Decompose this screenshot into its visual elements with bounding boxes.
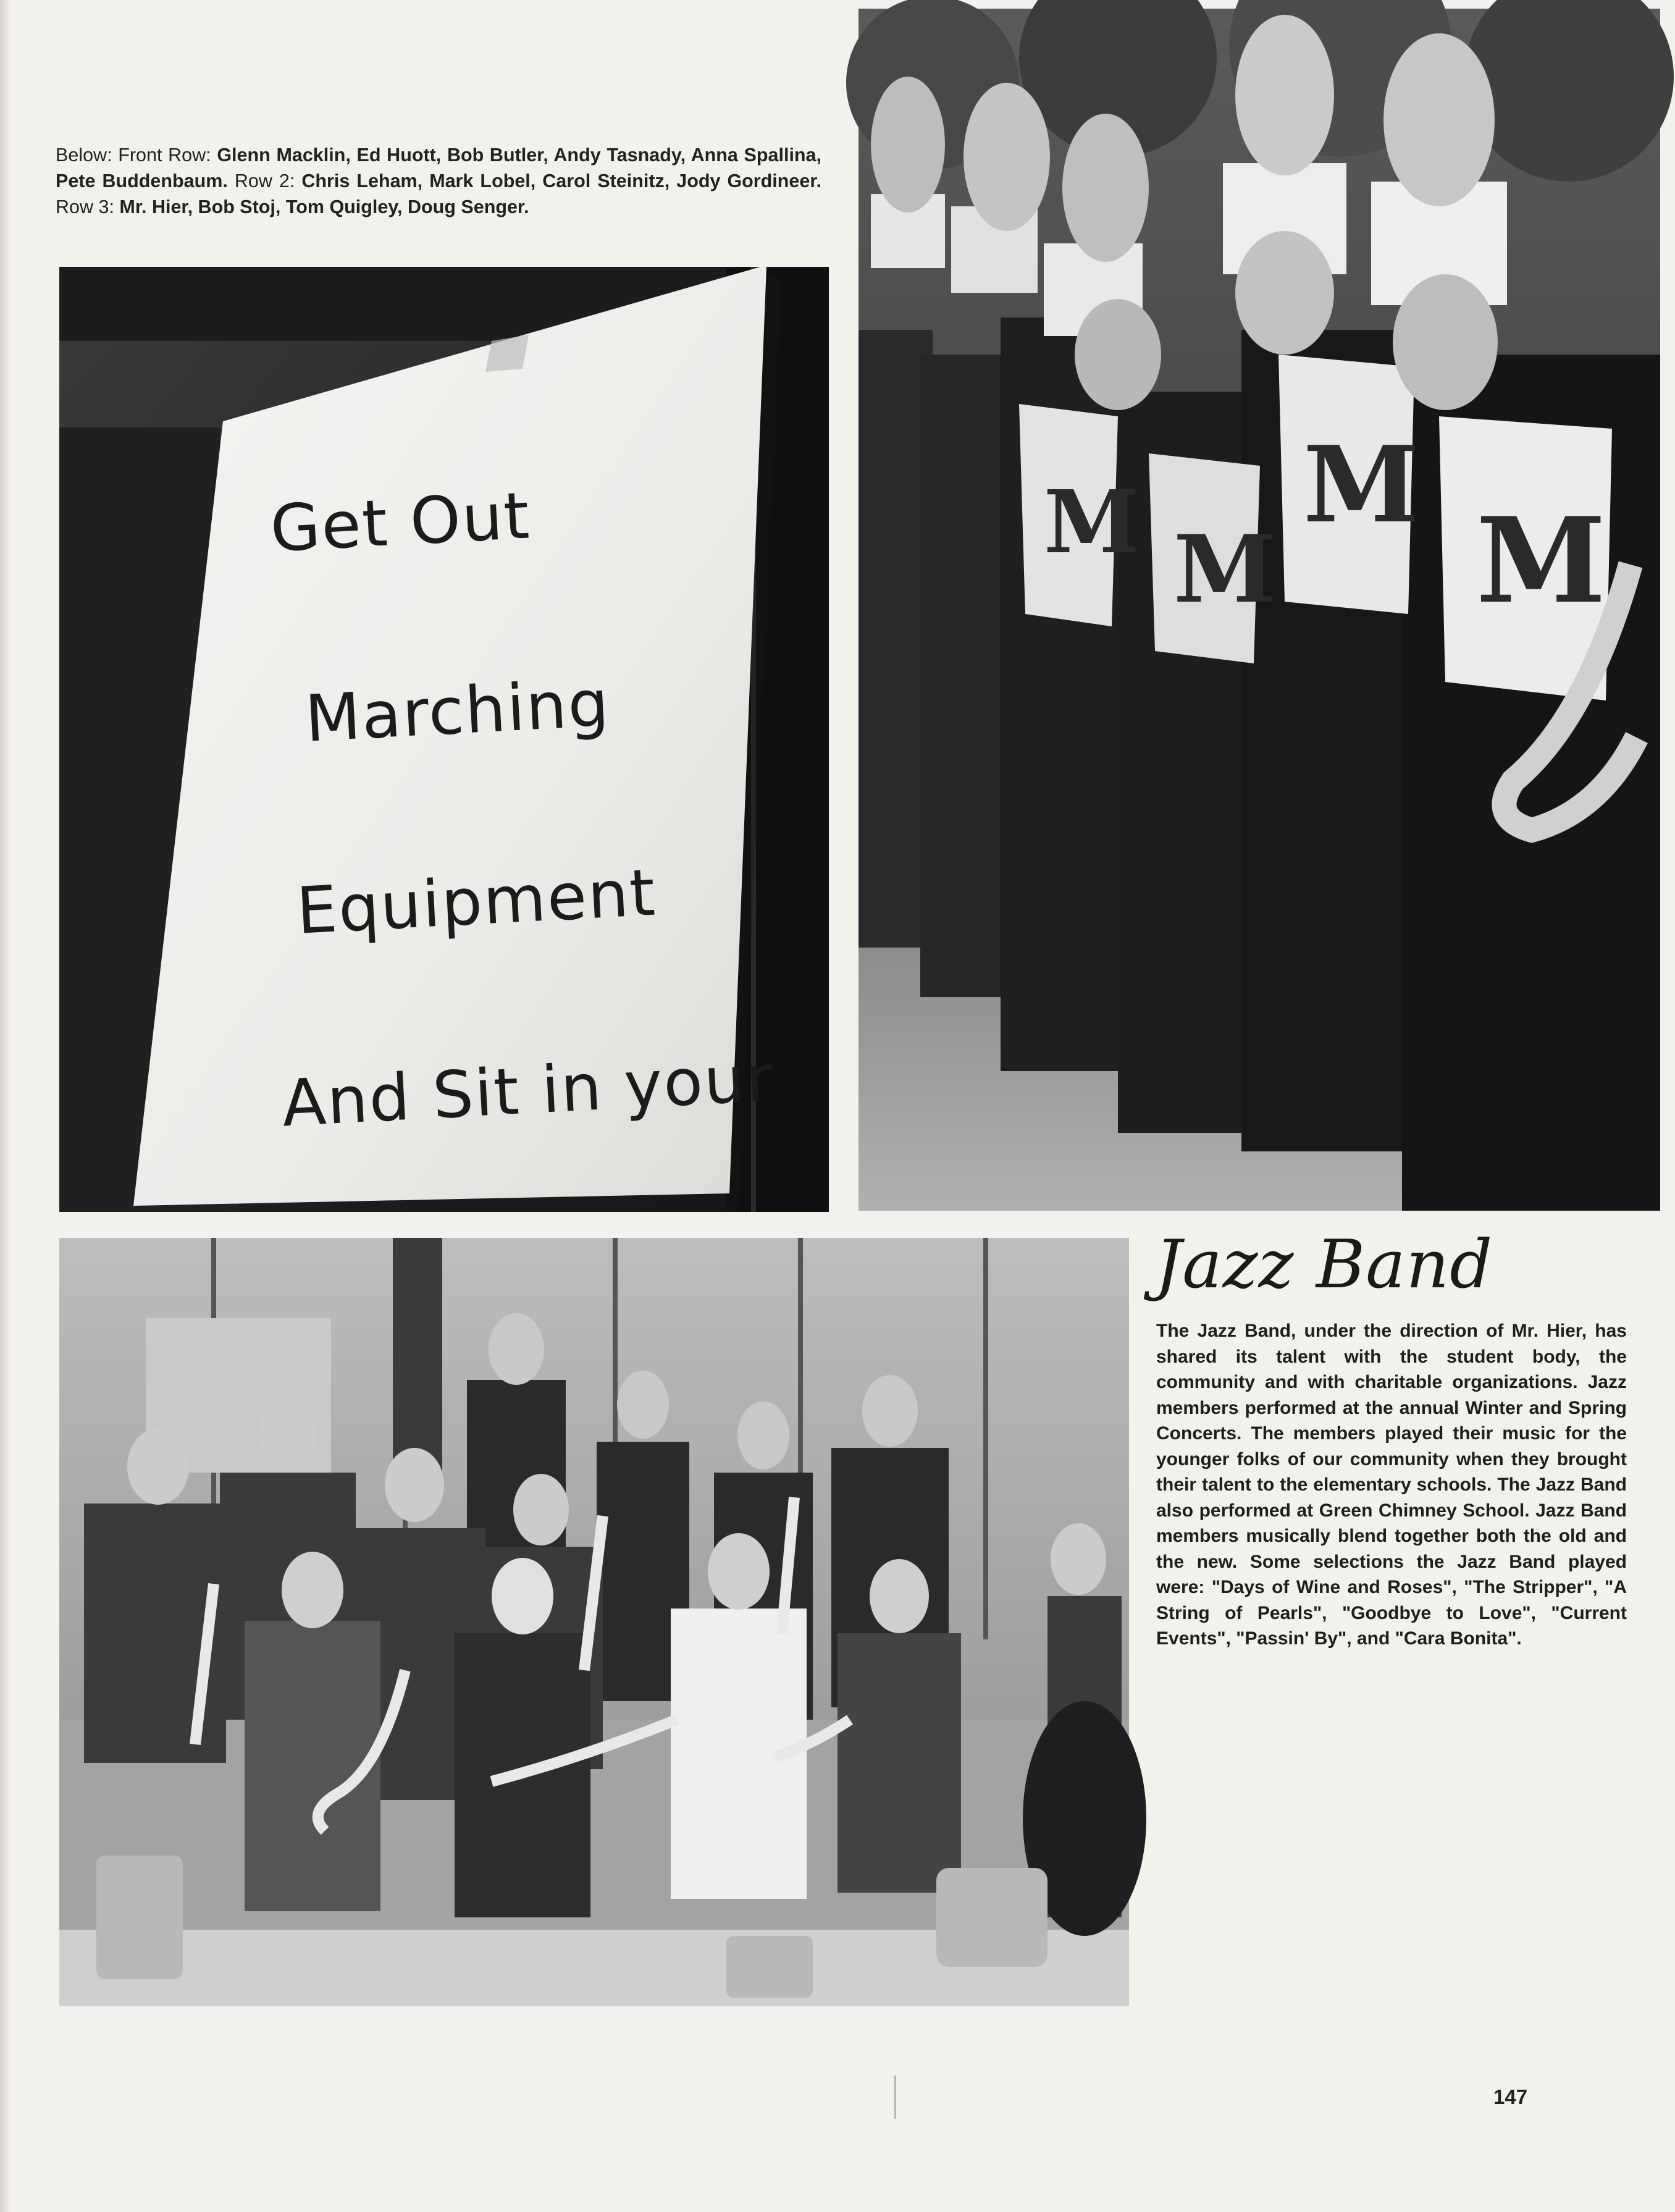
page-number: 147 <box>1493 2085 1528 2108</box>
svg-text:M: M <box>1476 492 1606 629</box>
article-title: Jazz Band <box>1155 1226 1493 1303</box>
sign-photo <box>59 267 829 1212</box>
caption-row2-names: Chris Leham, Mark Lobel, Carol Steinitz, Jody Gordineer. <box>301 170 822 191</box>
page-edge <box>0 0 11 2212</box>
sign-line-4: And Sit in your <box>280 1040 776 1142</box>
article-body: The Jazz Band, under the direction of Mr. Hier, has shared its talent with the student body, the community and with charitable organizations. Jazz members performed at the annual Winter and Spring Concerts. The members played their music for the younger folks of our community when they brought their talent to the elementary schools. The Jazz Band also performed at Green Chimney School. Jazz Band members musically blend together both the old and the new. Some selections the Jazz Band played were: "Days of Wine and Roses", "The Stripper", "A String of Pearls", "Goodbye to Love", "Current Events", "Passin' By", and "Cara Bonita". <box>1156 1321 1627 1649</box>
svg-text:M: M <box>1303 423 1420 547</box>
sign-line-3: Equipment <box>295 854 658 949</box>
caption-row1-names: Glenn Macklin, Ed Huott, Bob Butler, Andy Tasnady, Anna Spallina, Pete Buddenbaum. <box>56 145 821 191</box>
caption-row2-label: Row 2: <box>227 170 302 191</box>
fold-mark <box>894 2075 896 2119</box>
jazz-band-photo <box>59 1238 1129 2006</box>
svg-text:M: M <box>1173 515 1277 624</box>
marching-band-photo <box>858 9 1660 1211</box>
marching-band-image <box>858 9 1660 1211</box>
caption-prefix: Below: Front Row: <box>56 145 217 166</box>
photo-caption <box>56 142 821 220</box>
caption-row3-names: Mr. Hier, Bob Stoj, Tom Quigley, Doug Senger. <box>119 196 529 217</box>
caption-row3-label: Row 3: <box>56 196 120 217</box>
sign-line-1: Get Out <box>268 477 532 567</box>
svg-text:M: M <box>1044 472 1140 573</box>
jazz-band-image <box>59 1238 1129 2006</box>
sign-line-2: Marching <box>303 665 612 757</box>
